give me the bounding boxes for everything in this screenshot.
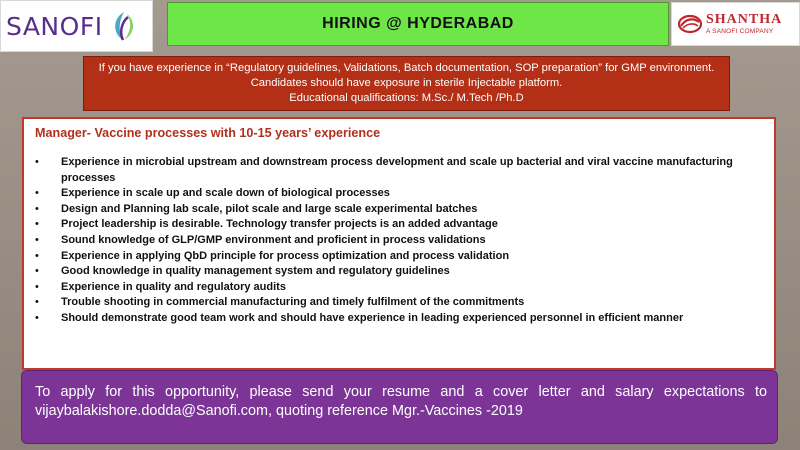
list-item [34,155,764,186]
bullet-icon: • [35,233,39,246]
job-description-panel [22,117,776,370]
list-item [34,202,764,218]
hiring-banner [167,2,669,46]
list-item [34,295,764,311]
list-item-text: Design and Planning lab scale, pilot scale and large scale experimental batches [61,202,478,215]
list-item-text: Project leadership is desirable. Technology transfer projects is an added advantage [61,218,498,231]
bullet-icon: • [35,296,39,309]
sanofi-logo-text: SANOFI [6,11,103,41]
list-item [34,217,764,233]
requirements-box [83,56,730,111]
requirements-line: If you have experience in “Regulatory guidelines, Validations, Batch documentation, SOP preparation” for GMP environment. [98,62,715,74]
bullet-icon: • [35,265,39,278]
list-item-text: Experience in applying QbD principle for process optimization and process validation [61,249,510,262]
list-item [34,233,764,249]
list-item-text: Experience in quality and regulatory audits [61,280,286,293]
bullet-icon: • [35,218,39,231]
sanofi-bird-icon [109,9,139,43]
list-item [34,186,764,202]
bullet-icon: • [35,249,39,262]
apply-instructions-text: To apply for this opportunity, please send your resume and a cover letter and salary expectations to vijaybalakishore.dodda@Sanofi.com, quoting reference Mgr.-Vaccines -2019 [35,384,767,419]
list-item-text: Should demonstrate good team work and should have experience in leading experienced personnel in efficient manner [61,311,684,324]
bullet-icon: • [35,202,39,215]
list-item-text: Sound knowledge of GLP/GMP environment and proficient in process validations [61,233,486,246]
list-item-text: Good knowledge in quality management system and regulatory guidelines [61,265,450,278]
requirements-line: Candidates should have exposure in sterile Injectable platform. [250,77,563,89]
list-item-text: Experience in scale up and scale down of biological processes [61,187,390,200]
list-item-text: Experience in microbial upstream and downstream process development and scale up bacterial and viral vaccine manufacturing processes [61,156,733,184]
shantha-logo-name: SHANTHA [706,12,783,28]
list-item-text: Trouble shooting in commercial manufacturing and timely fulfilment of the commitments [61,296,525,309]
sanofi-logo [0,0,153,52]
shantha-logo-subtitle: A SANOFI COMPANY [706,27,774,35]
list-item [34,311,764,327]
shantha-emblem-icon [677,13,703,35]
list-item [34,280,764,296]
list-item [34,264,764,280]
bullet-icon: • [35,156,39,168]
apply-instructions-box [21,370,778,444]
responsibilities-list [34,155,764,327]
shantha-logo [671,2,800,46]
bullet-icon: • [35,280,39,293]
position-title: Manager- Vaccine processes with 10-15 years’ experience [35,126,381,140]
bullet-icon: • [35,311,39,324]
bullet-icon: • [35,187,39,200]
list-item [34,249,764,265]
hiring-title: HIRING @ HYDERABAD [322,15,514,32]
qualifications-line: Educational qualifications: M.Sc./ M.Tech /Ph.D [289,92,524,104]
